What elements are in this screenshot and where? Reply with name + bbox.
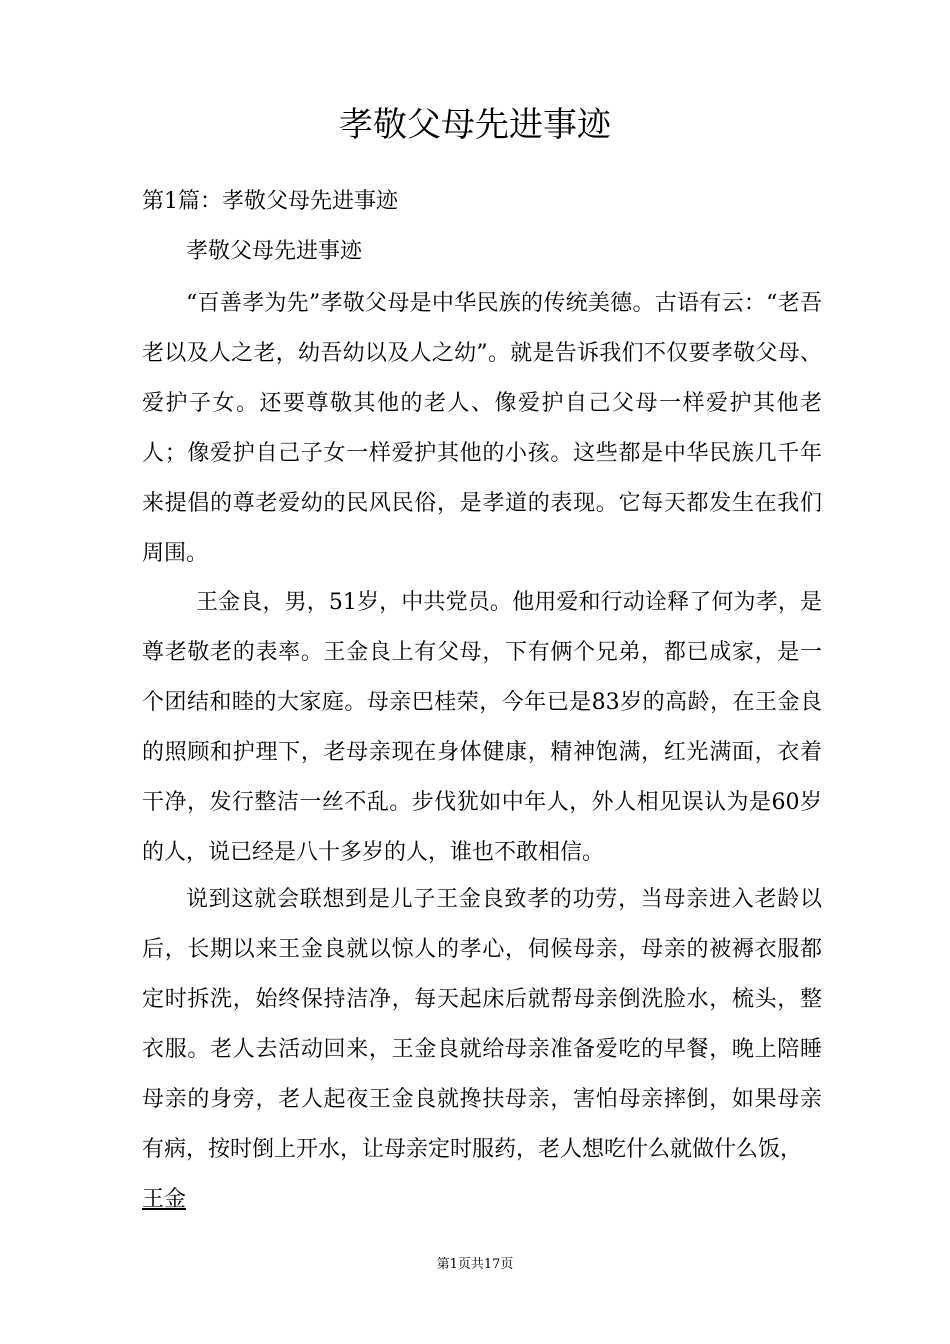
trailing-text: 王金 bbox=[142, 1187, 187, 1212]
document-title: 孝敬父母先进事迹 bbox=[339, 105, 611, 145]
body-paragraph-1: “百善孝为先”孝敬父母是中华民族的传统美德。古语有云：“老吾老以及人之老，幼吾幼以及人之幼”。就是告诉我们不仅要孝敬父母、爱护子女。还要尊敬其他的老人、像爱护自己父母一样爱护其他老人；像爱护自己子女一样爱护其他的小孩。这些都是中华民族几千年来提倡的尊老爱幼的民风民俗，是孝道的表现。它每天都发生在我们周围。 bbox=[142, 291, 822, 566]
section-heading: 第1篇：孝敬父母先进事迹 bbox=[142, 189, 398, 214]
body-paragraph-2: 王金良，男，51岁，中共党员。他用爱和行动诠释了何为孝，是尊老敬老的表率。王金良上有父母，下有俩个兄弟，都已成家，是一个团结和睦的大家庭。母亲巴桂荣，今年已是83岁的高龄，在王金良的照顾和护理下，老母亲现在身体健康，精神饱满，红光满面，衣着干净，发行整洁一丝不乱。步伐犹如中年人，外人相见误认为是60岁的人，说已经是八十多岁的人，谁也不敢相信。 bbox=[142, 590, 822, 865]
article-subheading: 孝敬父母先进事迹 bbox=[186, 239, 363, 264]
body-paragraph-3: 说到这就会联想到是儿子王金良致孝的功劳，当母亲进入老龄以后，长期以来王金良就以惊人的孝心，伺候母亲，母亲的被褥衣服都定时拆洗，始终保持洁净，每天起床后就帮母亲倒洗脸水，梳头，整衣服。老人去活动回来，王金良就给母亲准备爱吃的早餐，晚上陪睡母亲的身旁，老人起夜王金良就搀扶母亲，害怕母亲摔倒，如果母亲有病，按时倒上开水，让母亲定时服药，老人想吃什么就做什么饭， bbox=[142, 887, 822, 1162]
page-footer: 第1页共17页 bbox=[436, 1257, 514, 1272]
